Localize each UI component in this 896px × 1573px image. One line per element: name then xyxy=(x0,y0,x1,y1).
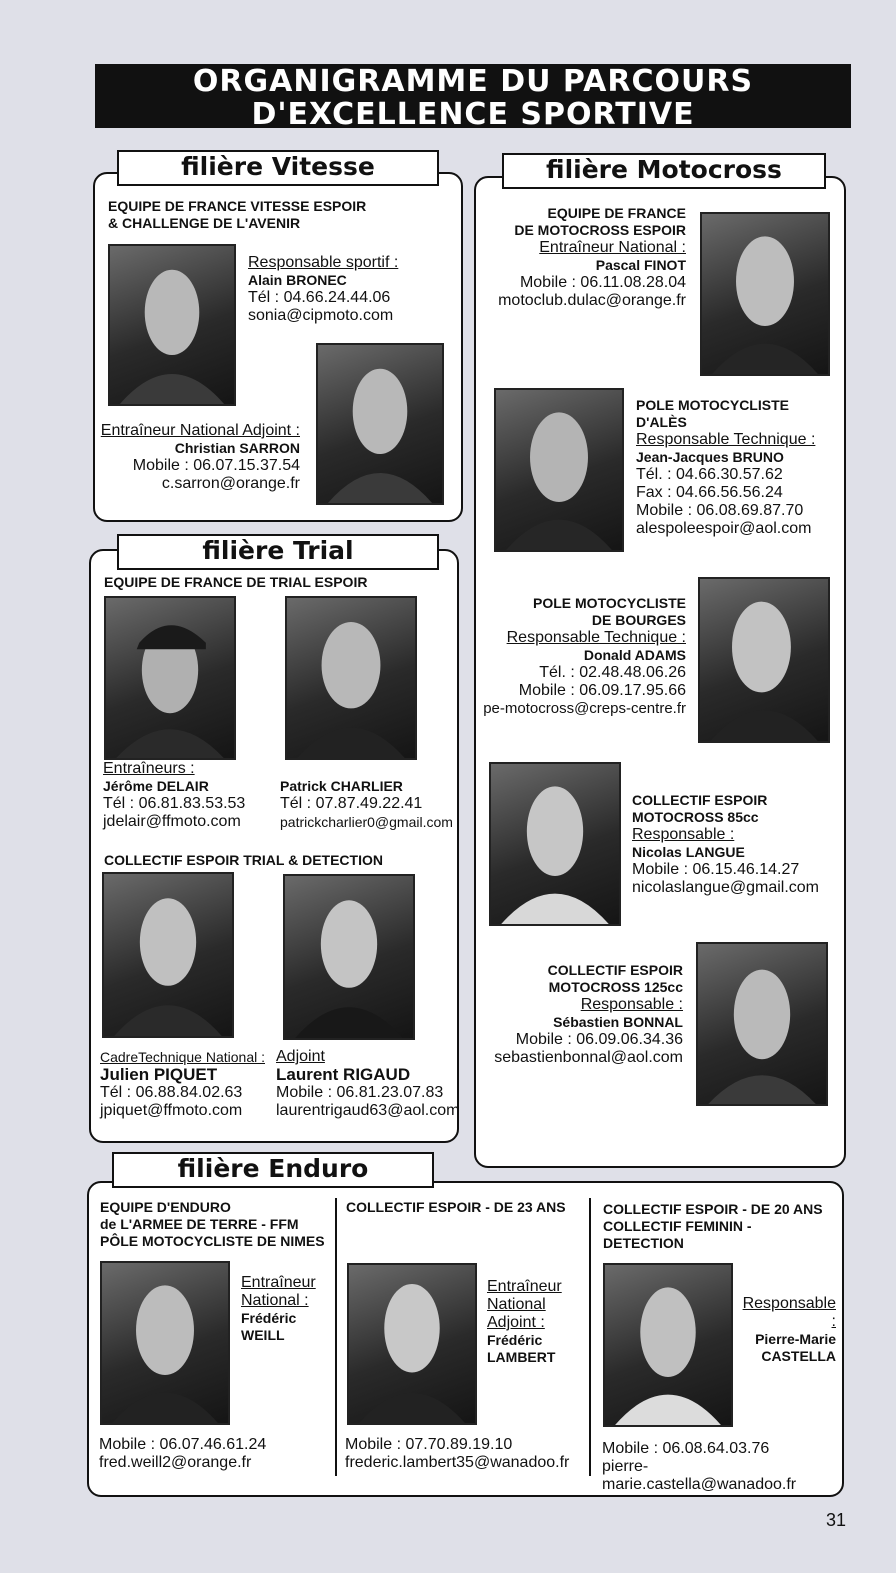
role-label: Adjoint : xyxy=(487,1314,545,1331)
team-title-line: EQUIPE DE FRANCE xyxy=(547,205,686,221)
page-title-line2: D'EXCELLENCE SPORTIVE xyxy=(251,97,695,132)
team-title-line: COLLECTIF FEMININ - DETECTION xyxy=(603,1218,752,1251)
enduro-col1-person xyxy=(241,1274,333,1344)
person-name: Patrick CHARLIER xyxy=(280,778,403,794)
team-title-line: MOTOCROSS 125cc xyxy=(548,979,683,995)
trial-person4 xyxy=(276,1048,460,1120)
trial-person3 xyxy=(100,1048,275,1120)
portrait-photo xyxy=(696,942,828,1106)
email-address[interactable]: c.sarron@orange.fr xyxy=(161,475,300,492)
trial-team2-title: COLLECTIF ESPOIR TRIAL & DETECTION xyxy=(104,852,383,868)
enduro-col3-team xyxy=(603,1201,835,1252)
team-title-line: PÔLE MOTOCYCLISTE DE NIMES xyxy=(100,1233,325,1249)
person-silhouette-icon xyxy=(102,1263,228,1423)
role-label: Responsable sportif : xyxy=(248,254,399,271)
portrait-photo xyxy=(102,872,234,1038)
role-label: Responsable Technique : xyxy=(506,629,686,646)
motocross-block1 xyxy=(480,205,686,310)
person-name: Frédéric xyxy=(241,1310,297,1326)
portrait-photo xyxy=(603,1263,733,1427)
email-address[interactable]: laurentrigaud63@aol.com xyxy=(276,1102,460,1119)
vitesse-person2 xyxy=(100,422,300,493)
person-name: Julien PIQUET xyxy=(100,1065,218,1084)
phone-number: Tél. : 04.66.30.57.62 xyxy=(636,466,783,483)
phone-number: Mobile : 06.11.08.28.04 xyxy=(519,274,686,291)
page-number: 31 xyxy=(826,1510,847,1530)
email-address[interactable]: jdelair@ffmoto.com xyxy=(103,813,241,830)
person-silhouette-icon xyxy=(104,874,232,1036)
portrait-photo xyxy=(700,212,830,376)
motocross-block3 xyxy=(480,595,686,718)
person-silhouette-icon xyxy=(106,598,234,758)
trial-person2 xyxy=(280,778,455,831)
role-label: Entraîneur xyxy=(487,1278,562,1295)
mobile-number: Mobile : 06.09.17.95.66 xyxy=(518,682,686,699)
portrait-photo xyxy=(283,874,415,1040)
team-title-line: POLE MOTOCYCLISTE xyxy=(636,397,789,413)
email-address[interactable]: pierre-marie.castella@wanadoo.fr xyxy=(602,1458,797,1493)
person-name: CASTELLA xyxy=(761,1348,836,1364)
email-address[interactable]: alespoleespoir@aol.com xyxy=(636,520,812,537)
enduro-col1-team xyxy=(100,1199,330,1250)
team-title-line: COLLECTIF ESPOIR - DE 20 ANS xyxy=(603,1201,823,1217)
phone-number: Tél : 06.81.83.53.53 xyxy=(103,795,246,812)
person-name: WEILL xyxy=(241,1327,285,1343)
vitesse-tab: filière Vitesse xyxy=(117,150,439,186)
person-silhouette-icon xyxy=(605,1265,731,1425)
role-label: CadreTechnique National : xyxy=(100,1049,265,1065)
person-name: LAMBERT xyxy=(487,1349,556,1365)
team-title-line: COLLECTIF ESPOIR xyxy=(547,962,683,978)
team-title-line: COLLECTIF ESPOIR - DE 23 ANS xyxy=(346,1199,566,1215)
portrait-photo xyxy=(698,577,830,743)
team-title-line: de L'ARMEE DE TERRE - FFM xyxy=(100,1216,299,1232)
enduro-col2-person xyxy=(487,1278,585,1366)
role-label: Adjoint xyxy=(276,1048,325,1065)
team-title-line: D'ALÈS xyxy=(636,414,687,430)
person-name: Jean-Jacques BRUNO xyxy=(636,449,784,465)
person-name: Christian SARRON xyxy=(174,440,300,456)
role-label: Responsable : xyxy=(580,996,683,1013)
person-name: Pascal FINOT xyxy=(595,257,686,273)
role-label: National xyxy=(487,1296,546,1313)
team-title-line: POLE MOTOCYCLISTE xyxy=(533,595,686,611)
vitesse-team-title xyxy=(108,198,448,232)
email-address[interactable]: patrickcharlier0@gmail.com xyxy=(280,814,453,830)
page-title-banner xyxy=(95,64,851,132)
portrait-photo xyxy=(494,388,624,552)
role-label: Responsable : xyxy=(632,826,735,843)
person-name: Frédéric xyxy=(487,1332,543,1348)
email-address[interactable]: sonia@cipmoto.com xyxy=(248,307,394,324)
enduro-col2-contact xyxy=(345,1436,585,1472)
person-name: Jérôme DELAIR xyxy=(103,778,209,794)
team-title-line: MOTOCROSS 85cc xyxy=(632,809,759,825)
person-name: Laurent RIGAUD xyxy=(276,1065,411,1084)
phone-number: Mobile : 06.07.15.37.54 xyxy=(132,457,300,474)
role-label: Responsable Technique : xyxy=(636,431,816,448)
role-label: Entraîneur xyxy=(241,1274,316,1291)
team-title-line: COLLECTIF ESPOIR xyxy=(632,792,768,808)
enduro-tab: filière Enduro xyxy=(112,1152,434,1188)
motocross-block5 xyxy=(480,962,683,1067)
vitesse-team-line2: & CHALLENGE DE L'AVENIR xyxy=(108,215,301,231)
page-title-line1: ORGANIGRAMME DU PARCOURS xyxy=(192,64,754,99)
portrait-photo xyxy=(316,343,444,505)
phone-number: Mobile : 07.70.89.19.10 xyxy=(345,1436,513,1453)
phone-number: Mobile : 06.09.06.34.36 xyxy=(515,1031,683,1048)
person-silhouette-icon xyxy=(318,345,442,503)
person-silhouette-icon xyxy=(496,390,622,550)
email-address[interactable]: motoclub.dulac@orange.fr xyxy=(498,292,686,309)
email-address[interactable]: nicolaslangue@gmail.com xyxy=(632,879,819,896)
column-divider xyxy=(335,1198,337,1476)
phone-number: Tél : 04.66.24.44.06 xyxy=(248,289,391,306)
role-label: Responsable : xyxy=(742,1295,836,1330)
phone-number: Tél : 07.87.49.22.41 xyxy=(280,795,423,812)
role-label: Entraîneur National : xyxy=(539,239,686,256)
person-silhouette-icon xyxy=(700,579,828,741)
phone-number: Tél : 06.88.84.02.63 xyxy=(100,1084,243,1101)
email-address[interactable]: jpiquet@ffmoto.com xyxy=(100,1102,243,1119)
vitesse-person1 xyxy=(248,254,448,325)
motocross-tab: filière Motocross xyxy=(502,153,826,189)
person-silhouette-icon xyxy=(110,246,234,404)
team-title-line: DE BOURGES xyxy=(591,612,686,628)
portrait-photo xyxy=(100,1261,230,1425)
person-silhouette-icon xyxy=(491,764,619,924)
enduro-col3-contact xyxy=(602,1440,838,1494)
phone-number: Tél. : 02.48.48.06.26 xyxy=(539,664,686,681)
team-title-line: EQUIPE D'ENDURO xyxy=(100,1199,231,1215)
motocross-block4 xyxy=(632,792,837,897)
email-address[interactable]: sebastienbonnal@aol.com xyxy=(494,1049,683,1066)
person-silhouette-icon xyxy=(702,214,828,374)
phone-number: Mobile : 06.08.64.03.76 xyxy=(602,1440,770,1457)
portrait-photo xyxy=(108,244,236,406)
vitesse-team-line1: EQUIPE DE FRANCE VITESSE ESPOIR xyxy=(108,198,367,214)
role-label: Entraîneur National Adjoint : xyxy=(100,422,300,439)
person-name: Pierre-Marie xyxy=(755,1331,836,1347)
person-name: Donald ADAMS xyxy=(583,647,686,663)
person-name: Sébastien BONNAL xyxy=(553,1014,683,1030)
trial-tab: filière Trial xyxy=(117,534,439,570)
enduro-col1-contact xyxy=(99,1436,331,1472)
mobile-number: Mobile : 06.08.69.87.70 xyxy=(636,502,804,519)
person-silhouette-icon xyxy=(285,876,413,1038)
role-label: National : xyxy=(241,1292,309,1309)
trial-person1 xyxy=(103,760,273,831)
person-name: Nicolas LANGUE xyxy=(632,844,745,860)
person-name: Alain BRONEC xyxy=(248,272,347,288)
fax-number: Fax : 04.66.56.56.24 xyxy=(636,484,783,501)
phone-number: Mobile : 06.15.46.14.27 xyxy=(632,861,800,878)
email-address[interactable]: pe-motocross@creps-centre.fr xyxy=(483,700,686,717)
person-silhouette-icon xyxy=(698,944,826,1104)
column-divider xyxy=(589,1198,591,1476)
enduro-col2-team xyxy=(346,1199,586,1216)
email-address[interactable]: frederic.lambert35@wanadoo.fr xyxy=(345,1454,570,1471)
phone-number: Mobile : 06.81.23.07.83 xyxy=(276,1084,444,1101)
trial-team-title: EQUIPE DE FRANCE DE TRIAL ESPOIR xyxy=(104,574,368,590)
portrait-photo xyxy=(489,762,621,926)
role-label: Entraîneurs : xyxy=(103,760,195,777)
portrait-photo xyxy=(285,596,417,760)
email-address[interactable]: fred.weill2@orange.fr xyxy=(99,1454,252,1471)
motocross-block2 xyxy=(636,397,836,538)
portrait-photo xyxy=(347,1263,477,1425)
person-silhouette-icon xyxy=(287,598,415,758)
phone-number: Mobile : 06.07.46.61.24 xyxy=(99,1436,267,1453)
team-title-line: DE MOTOCROSS ESPOIR xyxy=(514,222,686,238)
enduro-col3-person xyxy=(734,1295,836,1365)
person-silhouette-icon xyxy=(349,1265,475,1423)
portrait-photo xyxy=(104,596,236,760)
